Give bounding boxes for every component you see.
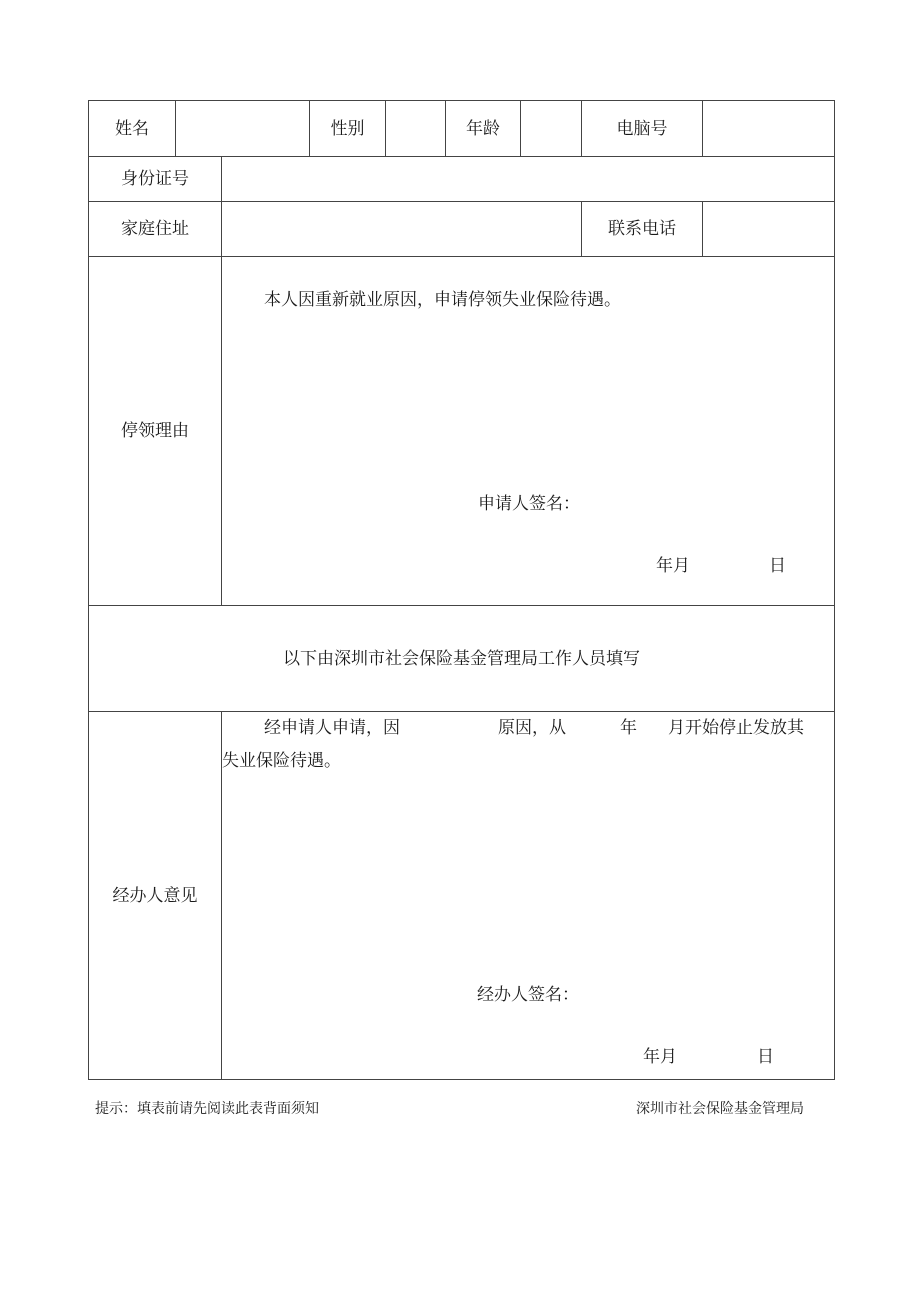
gender-label-cell — [309, 100, 386, 157]
age-label-cell — [445, 100, 521, 157]
handler-opinion-content[interactable] — [221, 711, 835, 1080]
applicant-signature-label: 申请人签名： — [478, 494, 580, 514]
handler-text-part2: 原因，从 — [498, 718, 566, 738]
address-label: 家庭住址 — [121, 219, 189, 239]
stop-reason-label-cell — [88, 256, 222, 606]
handler-date-day: 日 — [757, 1047, 774, 1067]
computer-no-field[interactable] — [702, 100, 835, 157]
handler-signature-label: 经办人签名： — [477, 985, 579, 1005]
handler-text-part1: 经申请人申请，因 — [264, 718, 400, 738]
id-field[interactable] — [221, 156, 835, 202]
stop-reason-statement: 本人因重新就业原因，申请停领失业保险待遇。 — [264, 290, 621, 310]
age-field[interactable] — [520, 100, 582, 157]
footer-org: 深圳市社会保险基金管理局 — [636, 1101, 804, 1117]
handler-opinion-label-cell — [88, 711, 222, 1080]
gender-field[interactable] — [385, 100, 446, 157]
handler-date-year-month: 年月 — [643, 1047, 677, 1067]
stop-reason-content[interactable] — [221, 256, 835, 606]
stop-reason-label: 停领理由 — [121, 421, 189, 441]
handler-opinion-label: 经办人意见 — [112, 885, 198, 906]
handler-text-part4: 月开始停止发放其 — [668, 718, 804, 738]
address-label-cell — [88, 201, 222, 257]
footer-tip: 提示：填表前请先阅读此表背面须知 — [95, 1101, 319, 1117]
handler-text-line2: 失业保险待遇。 — [222, 751, 341, 771]
staff-notice-cell — [88, 605, 835, 712]
name-field[interactable] — [175, 100, 310, 157]
applicant-date-year-month: 年月 — [656, 556, 690, 576]
applicant-date-day: 日 — [769, 556, 786, 576]
computer-no-label: 电脑号 — [616, 118, 668, 139]
name-label-cell — [88, 100, 176, 157]
phone-field[interactable] — [702, 201, 835, 257]
handler-text-part3: 年 — [620, 718, 637, 738]
age-label: 年龄 — [466, 118, 500, 139]
computer-no-label-cell — [581, 100, 703, 157]
address-field[interactable] — [221, 201, 582, 257]
name-label: 姓名 — [115, 118, 149, 139]
phone-label-cell — [581, 201, 703, 257]
gender-label: 性别 — [330, 118, 365, 139]
id-label-cell — [88, 156, 222, 202]
phone-label: 联系电话 — [608, 219, 676, 239]
staff-notice: 以下由深圳市社会保险基金管理局工作人员填写 — [283, 648, 640, 669]
id-label: 身份证号 — [121, 169, 189, 189]
